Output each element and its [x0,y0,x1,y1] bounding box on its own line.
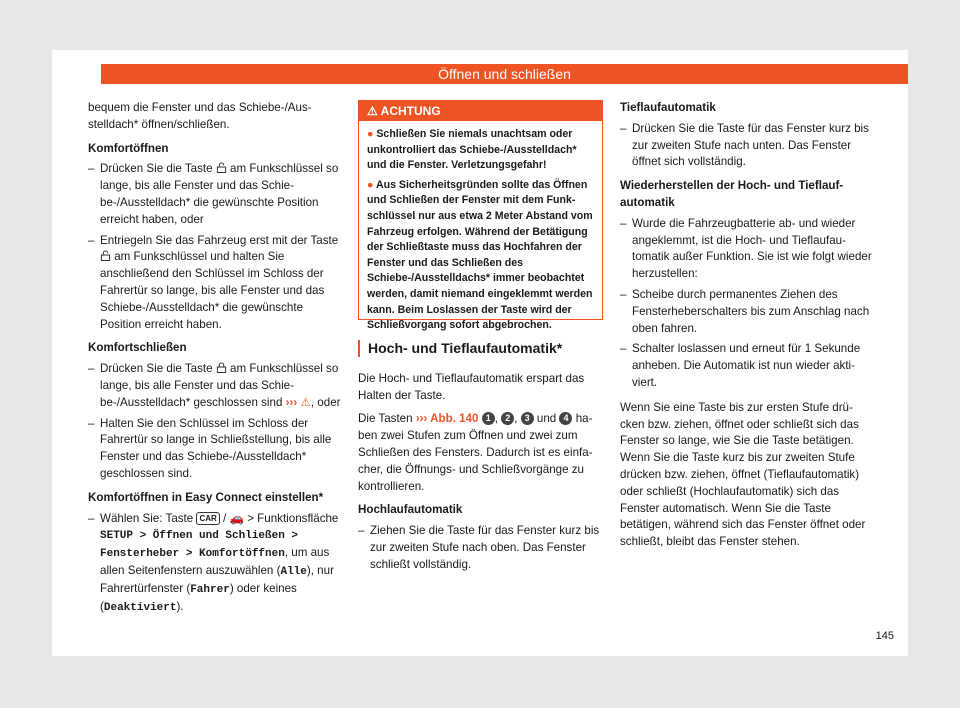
option-alle: Alle [280,565,307,578]
option-deaktiviert: Deaktiviert [103,601,177,614]
page-header: Öffnen und schließen [101,64,908,84]
heading-easy-connect: Komfortöffnen in Easy Connect einstellen* [88,490,324,504]
warning-box [358,100,603,332]
menu-path: SETUP > Öffnen und Schließen > Fensterheber > Komfortöffnen [100,530,299,561]
list-item: – Wurde die Fahrzeugbatterie ab- und wieder angeklemmt, ist die Hoch- und Tieflaufautomatik außer Funktion. Sie ist wie folgt wieder herzustellen: [620,216,872,283]
number-badge: 4 [559,412,572,425]
list-item: – Drücken Sie die Taste am Funkschlüssel so lange, bis alle Fenster und das Schiebe-/Ausstelldach* die gewünschte Position erreicht haben, oder [88,161,343,228]
warning-header: ⚠ ACHTUNG [359,101,602,121]
figure-reference-link[interactable]: ››› Abb. 140 [415,412,479,426]
warning-triangle-icon: ⚠ [300,395,311,409]
bullet-icon: ● [367,128,374,140]
column-1 [88,100,343,620]
number-badge: 1 [482,412,495,425]
car-key-icon: CAR [196,512,219,525]
heading-hochlauf: Hochlaufautomatik [358,503,463,517]
lock-icon [216,362,227,373]
number-badge: 2 [501,412,514,425]
list-item: – Halten Sie den Schlüssel im Schloss der Fahrertür so lange in Schließstellung, bis alle Fenster und das Schiebe-/Ausstelldach* geschlossen sind. [88,416,343,483]
heading-komfortschliessen: Komfortschließen [88,341,187,355]
list-item: – Wählen Sie: Taste CAR / 🚗 > Funktionsfläche SETUP > Öffnen und Schließen > Fensterheber > Komfortöffnen, um aus allen Seitenfenstern auszuwählen (Alle), nur Fahrertürfenster (Fahrer) oder keines (Deaktiviert). [88,511,343,617]
warning-triangle-icon: ⚠ [367,104,378,118]
list-item: – Schalter loslassen und erneut für 1 Sekunde anheben. Die Automatik ist nun wieder aktiviert. [620,341,872,391]
warning-text [359,121,602,334]
heading-tieflauf: Tieflaufautomatik [620,101,716,114]
warning-item: ● Schließen Sie niemals unachtsam oder unkontrolliert das Schiebe-/Ausstelldach* und die Fenster. Verletzungsgefahr! [367,128,577,172]
unlock-icon [100,250,111,261]
reference-arrow: ››› [285,395,298,409]
list-item: – Entriegeln Sie das Fahrzeug erst mit der Taste am Funkschlüssel und halten Sie anschließend den Schlüssel im Schloss der Fahrertür so lange, bis alle Fenster und das Schiebe-/Ausstelldach* die gewünschte Position erreicht haben. [88,233,343,334]
list-item: – Ziehen Sie die Taste für das Fenster kurz bis zur zweiten Stufe nach oben. Das Fenster schließt vollständig. [358,523,601,573]
list-item: – Scheibe durch permanentes Ziehen des Fensterheberschalters bis zum Anschlag nach oben fahren. [620,287,872,337]
section-title: Hoch- und Tieflaufautomatik* [358,340,601,357]
option-fahrer: Fahrer [190,583,230,596]
list-item: – Drücken Sie die Taste für das Fenster kurz bis zur zweiten Stufe nach unten. Das Fenster öffnet sich vollständig. [620,121,872,171]
unlock-icon [216,162,227,173]
section-hoch-tieflauf [358,340,601,578]
list-item: – Drücken Sie die Taste am Funkschlüssel so lange, bis alle Fenster und das Schiebe-/Ausstelldach* geschlossen sind ››› ⚠, oder [88,361,343,411]
heading-komfortoeffnen: Komfortöffnen [88,141,169,155]
manual-page [52,50,908,656]
column-3 [620,100,872,558]
bullet-icon: ● [367,178,374,191]
heading-wiederherstellen: Wiederherstellen der Hoch- und Tieflaufautomatik [620,179,844,209]
warning-item: ● Aus Sicherheitsgründen sollte das Öffnen und Schließen der Fenster mit dem Funkschlüssel nur aus etwa 2 Meter Abstand vom Fahrzeug erfolgen. Während der Betätigung der Schließtaste muss das Hochfahren der Fenster und das Schließen des Schiebe-/Ausstelldachs* immer beobachtet werden, damit niemand eingeklemmt werden kann. Beim Loslassen der Taste wird der Schließvorgang sofort abgebrochen. [367,178,593,332]
intro-text: bequem die Fenster und das Schiebe-/Ausstelldach* öffnen/schließen. [88,101,312,131]
number-badge: 3 [521,412,534,425]
section-intro: Die Hoch- und Tieflaufautomatik erspart das Halten der Taste. [358,371,585,402]
closing-paragraph: Wenn Sie eine Taste bis zur ersten Stufe drücken bzw. ziehen, öffnet oder schließt sich das Fenster so lange, wie Sie die Taste betätigen. Wenn Sie die Taste kurz bis zur zweiten Stufe drücken bzw. ziehen, öffnet (Tieflaufautomatik) oder schließt (Hochlaufautomatik) sich das Fenster automatisch. Wenn Sie die Taste betätigen, während sich das Fenster öffnet oder schließt, bleibt das Fenster stehen. [620,400,866,549]
page-number: 145 [875,630,894,642]
car-icon: 🚗 [229,511,244,525]
section-body: Die Tasten ››› Abb. 140 1 , 2 , 3 und 4 haben zwei Stufen zum Öffnen und zwei zum Schließen des Fensters. Dadurch ist es einfacher, die Öffnungs- und Schließvorgänge zu kontrollieren. [358,412,593,493]
